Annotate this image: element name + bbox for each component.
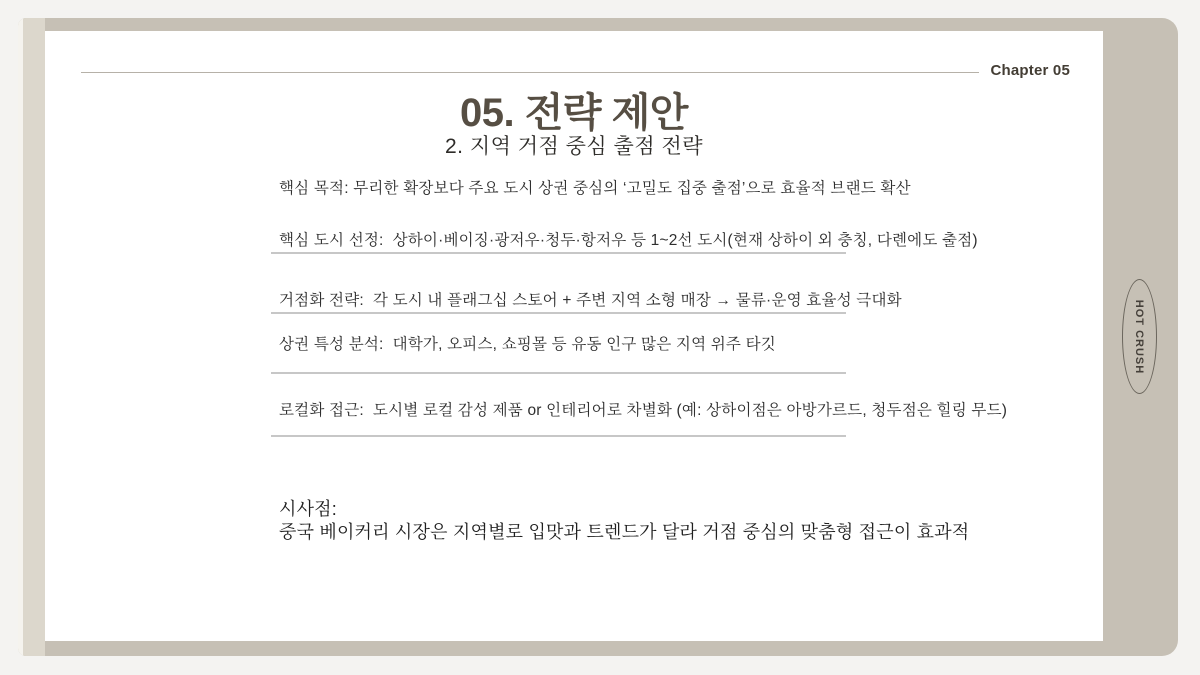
slide-subtitle: 2. 지역 거점 중심 출점 전략 bbox=[444, 135, 704, 158]
strategy-item-hub-strategy: 거점화 전략: 각 도시 내 플래그십 스토어 + 주변 지역 소형 매장 → 물류·운영 효율성 극대화 bbox=[279, 292, 902, 309]
strategy-item-localization: 로컬화 접근: 도시별 로컬 감성 제품 or 인테리어로 차별화 (예: 상하이점은 아방가르드, 청두점은 힐링 무드) bbox=[279, 402, 1008, 419]
implication-block bbox=[279, 498, 969, 544]
implication-text: 중국 베이커리 시장은 지역별로 입맛과 트렌드가 달라 거점 중심의 맞춤형 접근이 효과적 bbox=[279, 522, 970, 542]
item-divider bbox=[271, 435, 846, 437]
strategy-item-city-selection: 핵심 도시 선정: 상하이·베이징·광저우·청두·항저우 등 1~2선 도시(현재 상하이 외 충칭, 다롄에도 출점) bbox=[279, 232, 978, 249]
chapter-label: Chapter 05 bbox=[990, 62, 1070, 79]
slide-canvas bbox=[45, 31, 1103, 641]
strategy-item-core-purpose: 핵심 목적: 무리한 확장보다 주요 도시 상권 중심의 ‘고밀도 집중 출점’으로 효율적 브랜드 확산 bbox=[279, 180, 911, 197]
hot-crush-badge bbox=[1122, 279, 1157, 394]
implication-heading: 시사점: bbox=[279, 499, 337, 519]
item-divider bbox=[271, 372, 846, 374]
slide-folder-frame bbox=[18, 18, 1178, 656]
item-divider bbox=[271, 312, 846, 314]
slide-title: 05. 전략 제안 bbox=[460, 91, 688, 135]
header-rule-line bbox=[81, 72, 979, 73]
item-divider bbox=[271, 252, 846, 254]
hot-crush-badge-label: HOT CRUSH bbox=[1133, 299, 1146, 374]
folder-page-edge bbox=[23, 18, 45, 656]
strategy-item-district-analysis: 상권 특성 분석: 대학가, 오피스, 쇼핑몰 등 유동 인구 많은 지역 위주 타깃 bbox=[279, 336, 776, 353]
